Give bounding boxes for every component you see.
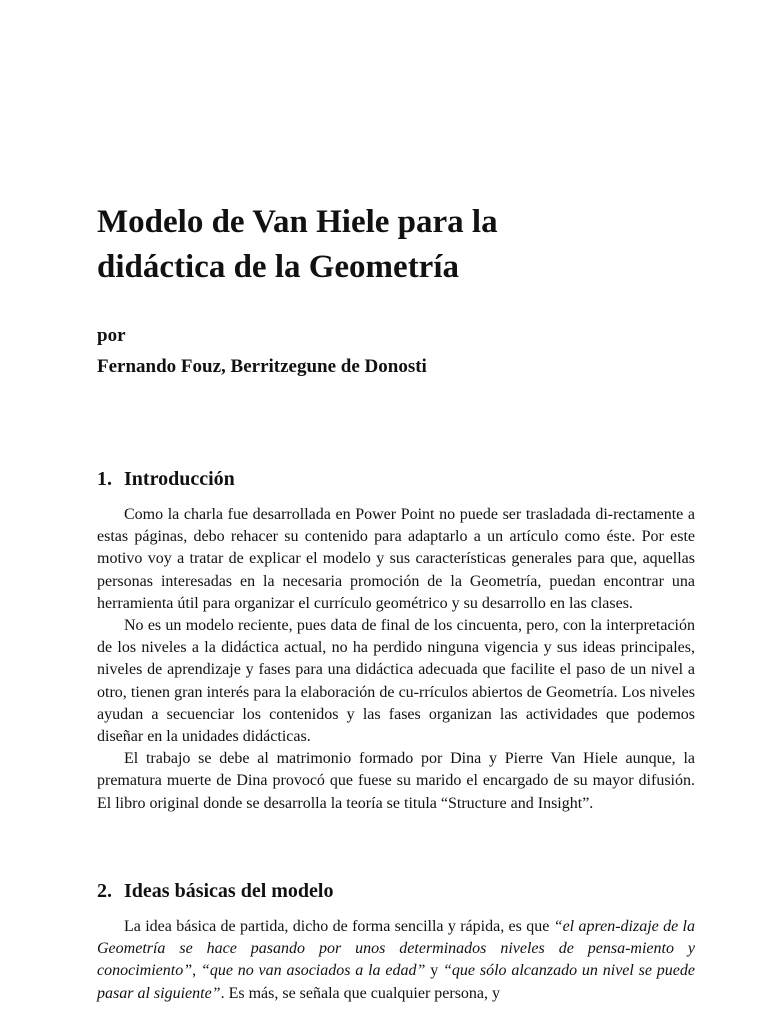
text-run: , — [192, 962, 201, 980]
section-title: Ideas básicas del modelo — [124, 880, 334, 902]
text-run: La idea básica de partida, dicho de forma sencilla y rápida, es que — [124, 918, 554, 935]
quoted-text: “el apren-dizaje de la Geometría se hace pasando por unos determinados niveles de pensa-miento y conocimiento” — [97, 918, 695, 980]
text-run: . Es más, se señala que cualquier persona, y — [220, 984, 501, 1002]
byline-por: por — [97, 325, 126, 346]
paragraph — [97, 916, 695, 1005]
quoted-text: “que no van asociados a la edad” — [200, 962, 426, 980]
section-number: 1. — [97, 468, 112, 490]
text-run: y — [425, 962, 444, 980]
paragraph: Como la charla fue desarrollada en Power Point no puede ser trasladada di-rectamente a estas páginas, debo rehacer su contenido para adaptarlo a un artículo como éste. Por este motivo voy a tratar de explicar el modelo y sus características generales para que, aquellas personas interesadas en la necesaria promoción de la Geometría, puedan encontrar una herramienta útil para organizar el currículo geométrico y su desarrollo en las clases. — [97, 506, 695, 612]
page-title — [97, 200, 697, 290]
section-title: Introducción — [124, 468, 235, 490]
section-body-introduccion — [97, 504, 695, 815]
section-number: 2. — [97, 880, 112, 902]
paragraph: No es un modelo reciente, pues data de final de los cincuenta, pero, con la interpretación de los niveles a la didáctica actual, no ha perdido ninguna vigencia y sus ideas principales, niveles de aprendizaje y fases para una didáctica adecuada que facilite el paso de un nivel a otro, tienen gran interés para la elaboración de cu-rrículos abiertos de Geometría. Los niveles ayudan a secuenciar los contenidos y las fases organizan las actividades que podemos diseñar en la unidades didácticas. — [97, 617, 695, 746]
quoted-text: “que sólo alcanzado un nivel se puede pasar al siguiente” — [97, 962, 696, 1002]
section-heading-introduccion — [97, 466, 235, 492]
title-line-2: didáctica de la Geometría — [97, 249, 460, 285]
author-line: Fernando Fouz, Berritzegune de Donosti — [97, 356, 427, 377]
paragraph: El trabajo se debe al matrimonio formado por Dina y Pierre Van Hiele aunque, la prematura muerte de Dina provocó que fuese su marido el encargado de su mayor difusión. El libro original donde se desarrolla la teoría se titula “Structure and Insight”. — [97, 750, 695, 812]
section-body-ideas-basicas — [97, 916, 695, 1005]
section-heading-ideas-basicas — [97, 878, 333, 904]
title-line-1: Modelo de Van Hiele para la — [97, 204, 498, 240]
